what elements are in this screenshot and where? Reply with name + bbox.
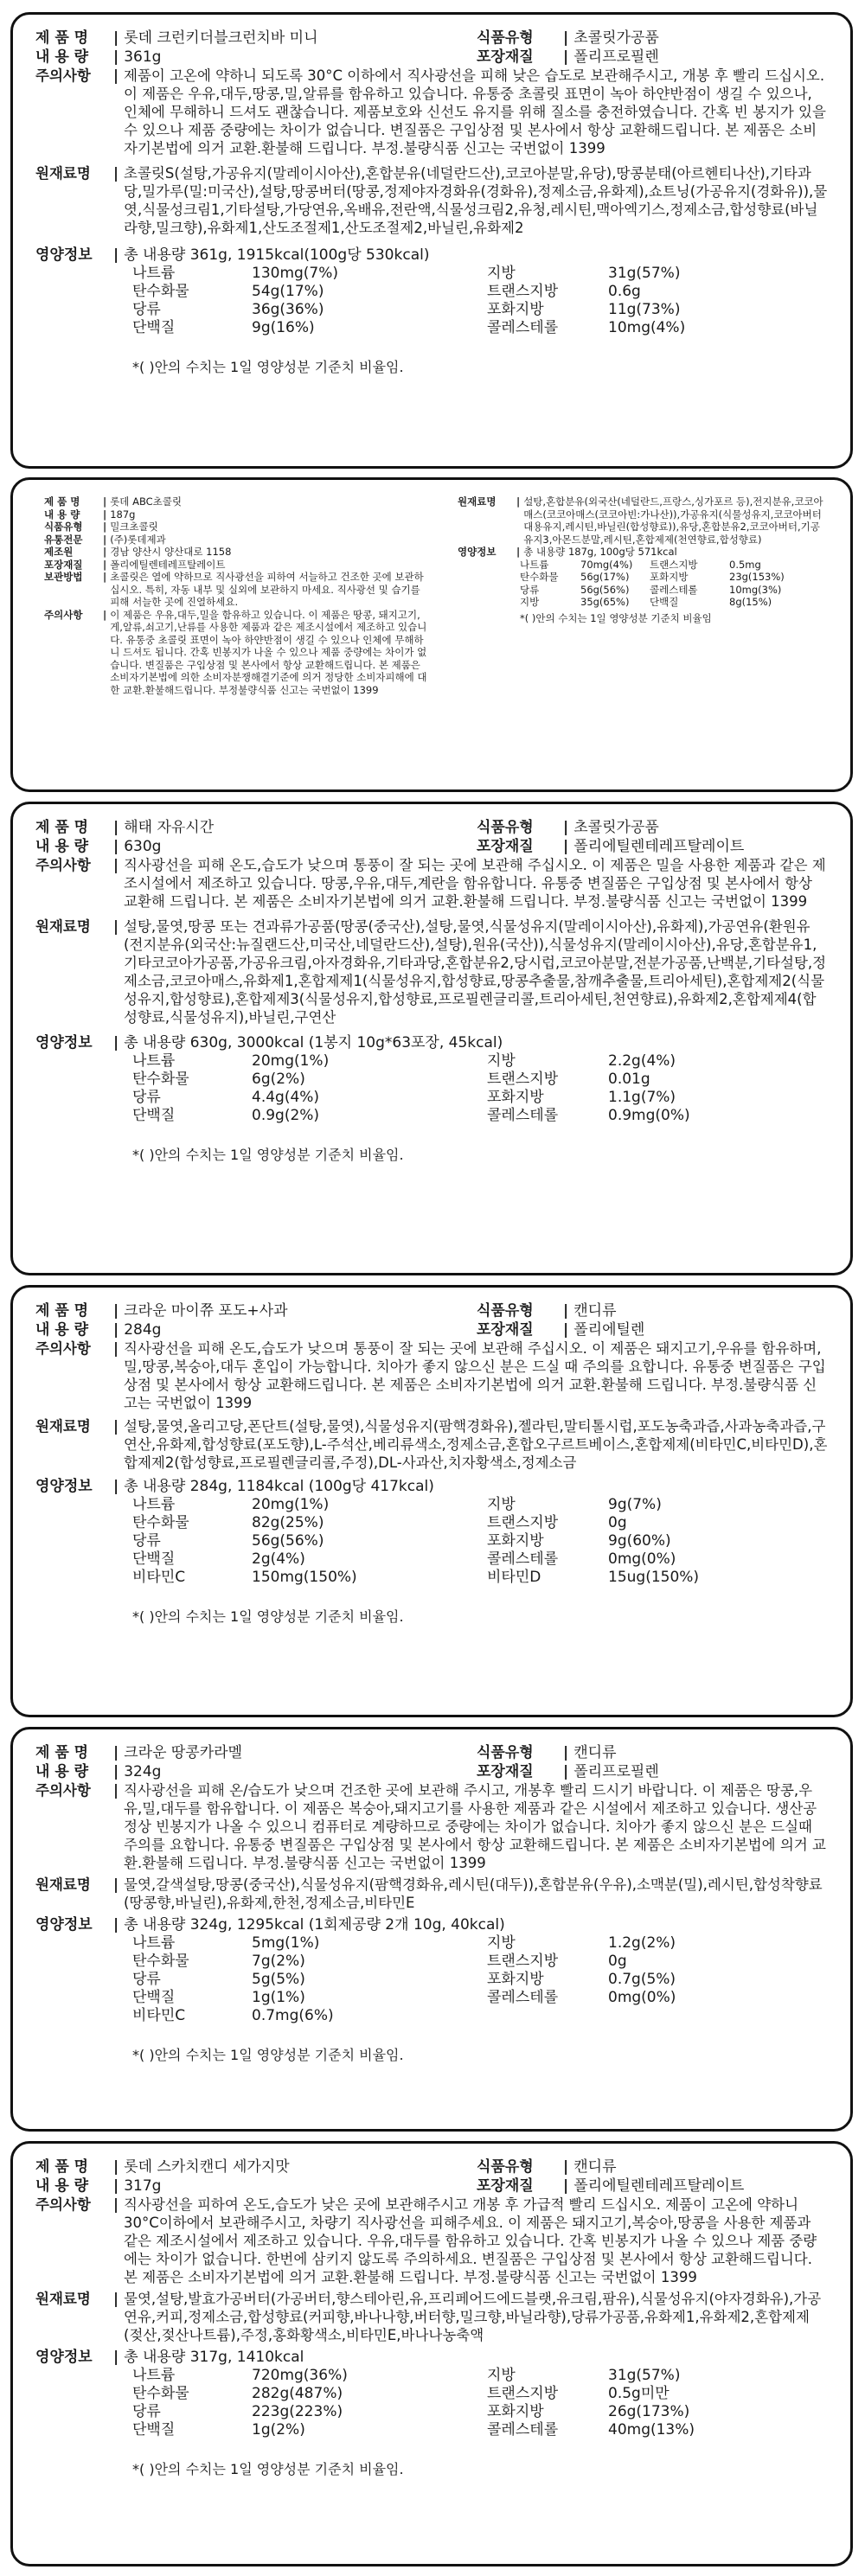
abc-info-row [44,521,432,534]
ingredients-text: 물엿,갈색설탕,땅콩(중국산),식물성유지(팜핵경화유,레시틴(대두)),혼합분유(우유),소맥분(밀),레시틴,합성착향료(땅콩향,바닐린),유화제,한천,정제소금,비타민E [124,1876,823,1911]
nutrient-name: 지방 [487,2367,516,2384]
volume: 630g [124,838,162,855]
nutrition-row [132,2403,828,2421]
separator: | [103,508,107,521]
nutrition-row [132,1971,828,1989]
volume: 284g [124,1321,162,1339]
nutrient-value: 0.7g(5%) [608,1971,676,1988]
product-name: 롯데 크런키더블크런치바 미니 [124,29,318,47]
nutrition-row [132,1569,828,1587]
separator: | [103,533,107,546]
nutrient-name: 단백질 [650,596,679,608]
nutrient-name [487,2007,608,2025]
nutrient-name: 비타민C [132,1569,186,1586]
nutrition-total: 총 내용량 361g, 1915kcal(100g당 530kcal) [124,246,430,264]
nutrient-value: 130mg(7%) [252,265,339,282]
abc-info-row [44,546,432,559]
nutrient-value: 0mg(0%) [608,1550,676,1568]
volume-label: 내 용 량 [35,1321,89,1339]
info-label: 유통전문 [44,533,83,546]
volume: 324g [124,1763,162,1780]
info-value: 폴리에틸렌테레프탈레이트 [110,558,226,571]
nutrition-label: 영양정보 [35,246,93,264]
product-name-label: 제 품 명 [35,1302,89,1320]
nutrition-label: 영양정보 [35,1034,93,1051]
nutrient-name: 탄수화물 [132,283,189,300]
nutrient-name: 콜레스테롤 [487,1107,559,1124]
nutrition-row [132,319,828,337]
ingredients-text: 물엿,설탕,발효가공버터(가공버터,향스테아린,유,프리페어드에드블랫,유크림,팜유),식물성유지(야자경화유),가공연유,커피,정제소금,합성향료(커피향,바나나향,버터향,밀크향,바닐라향),당류가공품,유화제1,유화제2,혼합제제(젖산,젖산나트륨),주정,홍화황색소,비타민E,바나나농축액 [124,2291,822,2343]
nutrient-value: 40mg(13%) [608,2421,695,2439]
nutrient-name: 당류 [132,1532,161,1550]
nutrient-name: 탄수화물 [132,1514,189,1531]
packaging: 폴리에틸렌 [573,1321,645,1339]
nutrition-row [520,571,828,584]
ingredients-label: 원재료명 [35,918,91,935]
nutrient-name: 콜레스테롤 [487,1989,559,2006]
nutrition-table [132,1052,828,1125]
caution-label: 주의사항 [35,2196,91,2213]
nutrient-name: 지방 [487,1934,516,1952]
nutrient-name: 단백질 [132,1107,176,1124]
abc-info-row [44,495,432,508]
nutrition-row [132,2421,828,2439]
abc-right-column: 원재료명 | 설탕,혼합분유(외국산(네덜란드,프랑스,싱가포르 등),전지분유,코코아매스(코코아매스(코코아빈:가나산)),가공유지(식물성유지,코코아버터대용유지,레시틴,바닐린(합성향료)),유당,혼합분유2,코코아버터,기공유지3,아몬드분말,레시틴,혼합제제(천연향료,합성향료) 영양정보 | 총 내용량 187g, 100g당 571kcal 나트륨 70mg(4%) 트랜스지방 0.5mg 탄수화물 56g(17%) 포화지방 23g(153%) 당류 56g(56%) 콜레스테롤 10mg(3%) 지방 35g(65%) 단백질 8g(15%) *( )안의 수치는 1일 영양성분 기준치 비율임 [432,495,828,696]
nutrient-name: 콜레스테롤 [650,583,698,596]
nutrition-table [520,559,828,609]
info-label: 주의사항 [44,608,83,621]
nutrition-table [132,1934,828,2025]
nutrient-name: 트랜스지방 [487,1514,559,1531]
nutrient-name: 당류 [132,1089,161,1106]
info-label: 식품유형 [44,521,83,533]
nutrition-row [132,1532,828,1550]
nutrient-value: 9g(60%) [608,1532,671,1550]
product-name: 해태 자유시간 [124,819,215,836]
nutrient-name: 당류 [520,583,540,596]
nutrient-value: 56g(17%) [580,571,630,583]
ingredients-label: 원재료명 [35,1876,91,1893]
separator: | [103,495,107,508]
nutrient-value: 0.6g [608,283,641,300]
daily-value-note: *( )안의 수치는 1일 영양성분 기준치 비율임. [132,1608,404,1625]
info-label: 포장재질 [44,558,83,571]
packaging: 폴리에틸렌테레프탈레이트 [573,838,745,855]
daily-value-note: *( )안의 수치는 1일 영양성분 기준치 비율임. [132,2047,404,2063]
nutrient-name: 지방 [487,265,516,282]
nutrient-name: 지방 [487,1052,516,1070]
food-type-label: 식품유형 [477,1744,534,1761]
volume-label: 내 용 량 [35,48,89,66]
info-label: 제조원 [44,546,74,558]
info-value: (주)롯데제과 [110,533,166,546]
ingredients-text: 설탕,혼합분유(외국산(네덜란드,프랑스,싱가포르 등),전지분유,코코아매스(코코아매스(코코아빈:가나산)),가공유지(식물성유지,코코아버터대용유지,레시틴,바닐린(합성향료)),유당,혼합분유2,코코아버터,기공유지3,아몬드분말,레시틴,혼합제제(천연향료,합성향료) [523,495,823,546]
nutrient-value: 10mg(3%) [729,583,782,596]
nutrient-value: 20mg(1%) [252,1496,330,1513]
nutrition-total: 총 내용량 317g, 1410kcal [124,2349,304,2366]
nutrient-value: 36g(36%) [252,301,324,318]
caution-text: 제품이 고온에 약하니 되도록 30°C 이하에서 직사광선을 피해 낮은 습도로 보관해주시고, 개봉 후 빨리 드십시오. 이 제품은 우유,대두,땅콩,밀,알류를 함유하고 있습니다. 유통중 초콜릿 표면이 녹아 하얀반점이 생길 수 있으나, 인체에 무해하니 드셔도 괜찮습니다. 제품보호와 신선도 유지를 위해 질소를 충전하였습니다. 간혹 빈 봉지가 있을 수 있으나 제품 중량에는 차이가 없습니다. 변질품은 구입상점 및 본사에서 항상 교환해드립니다. 본 제품은 소비자기본법에 의거 교환.환불해 드립니다. 부정.불량식품 신고는 국번없이 1399 [124,67,826,157]
packaging: 폴리에틸렌테레프탈레이트 [573,2177,745,2195]
abc-info-row [44,571,432,609]
nutrient-name: 나트륨 [132,1934,176,1952]
ingredients-label: 원재료명 [35,2291,91,2307]
nutrient-name: 탄수화물 [132,1953,189,1970]
nutrient-name: 나트륨 [520,558,549,571]
nutrient-name: 포화지방 [487,1971,544,1988]
nutrition-table [132,2367,828,2439]
caution-label: 주의사항 [35,857,91,873]
nutrient-value: 0g [608,1953,627,1970]
nutrition-row [132,2007,828,2025]
nutrient-name: 나트륨 [132,265,176,282]
ingredients-label: 원재료명 [458,495,497,508]
nutrient-value: 7g(2%) [252,1953,305,1970]
abc-info-row [44,609,432,697]
nutrition-row [132,283,828,301]
nutrition-label: 영양정보 [35,2349,93,2366]
label-panel-crunky: 제 품 명 | 롯데 크런키더블크런치바 미니 내 용 량 | 361g 식품유형 | 초콜릿가공품 포장재질 | 폴리프로필렌 주의사항 | 제품이 고온에 약하니 되도록 30°C 이하에서 직사광선을 피해 낮은 습도로 보관해주시고, 개봉 후 빨리 드십시오. 이 제품은 우유,대두,땅콩,밀,알류를 함유하고 있습니다. 유통중 초콜릿 표면이 녹아 하얀반점이 생길 수 있으나, 인체에 무해하니 드셔도 괜찮습니다. 제품보호와 신선도 유지를 위해 질소를 충전하였습니다. 간혹 빈 봉지가 있을 수 있으나 제품 중량에는 차이가 없습니다. 변질품은 구입상점 및 본사에서 항상 교환해드립니다. 본 제품은 소비자기본법에 의거 교환.환불해 드립니다. 부정.불량식품 신고는 국번없이 1399 원재료명 | 초콜릿S(설탕,가공유지(말레이시아산),혼합분유(네덜란드산),코코아분말,유당),땅콩분태(아르헨티나산),기타과당,밀가루(밀:미국산),설탕,땅콩버터(땅콩,정제야자경화유(경화유),정제소금,유화제),쇼트닝(가공유지(경화유)),물엿,식물성크림1,기타설탕,가당연유,옥배유,전란액,식물성크림2,유청,레시틴,맥아엑기스,정제소금,합성향료(바닐라향,밀크향),유화제1,산도조절제1,산도조절제2,바닐린,유화제2 영양정보 | 총 내용량 361g, 1915kcal(100g당 530kcal) 나트륨 130mg(7%) 지방 31g(57%) 탄수화물 54g(17%) 트랜스지방 0.6g 당류 36g(36%) 포화지방 11g(73%) 단백질 9g(16%) 콜레스테롤 10mg(4%) *( )안의 수치는 1일 영양성분 기준치 비율임. [10,12,853,469]
nutrient-value: 720mg(36%) [252,2367,348,2384]
nutrient-name: 트랜스지방 [650,558,698,571]
label-panel-abc [10,477,853,792]
nutrient-value: 82g(25%) [252,1514,324,1531]
nutrient-name: 나트륨 [132,1052,176,1070]
nutrition-row [132,301,828,319]
nutrient-value: 0.01g [608,1071,650,1088]
nutrition-row [520,584,828,597]
product-name: 크라운 마이쮸 포도+사과 [124,1302,288,1320]
info-value: 187g [110,508,136,521]
food-type-label: 식품유형 [477,29,534,47]
nutrient-name: 트랜스지방 [487,2385,559,2402]
nutrient-value: 2g(4%) [252,1550,305,1568]
nutrient-name: 단백질 [132,2421,176,2439]
nutrition-total: 총 내용량 324g, 1295kcal (1회제공량 2개 10g, 40kcal) [124,1916,505,1934]
packaging-label: 포장재질 [477,2177,534,2195]
nutrient-name: 비타민D [487,1569,541,1586]
product-name: 크라운 땅콩카라멜 [124,1744,242,1761]
food-type: 캔디류 [573,2158,617,2176]
volume-label: 내 용 량 [35,2177,89,2195]
abc-info-row [44,508,432,521]
daily-value-note: *( )안의 수치는 1일 영양성분 기준치 비율임. [132,2461,404,2477]
nutrient-value: 4.4g(4%) [252,1089,320,1106]
nutrient-value: 23g(153%) [729,571,785,583]
nutrition-label: 영양정보 [458,546,497,558]
nutrition-row [520,559,828,572]
nutrient-value: 70mg(4%) [580,558,633,571]
nutrition-row [132,1107,828,1125]
caution-text: 직사광선을 피해 온/습도가 낮으며 건조한 곳에 보관해 주시고, 개봉후 빨리 드시기 바랍니다. 이 제품은 땅콩,우유,밀,대두를 함유합니다. 이 제품은 복숭아,돼지고기를 사용한 제품과 같은 시설에서 제조하고 있습니다. 생산공정상 빈봉지가 나올 수 있으니 컴퓨터로 계량하므로 중량에는 차이가 없습니다. 치아가 좋지 않으신 분은 드실때 주의를 요합니다. 유통중 변질품은 구입상점 및 본사에서 항상 교환해드립니다. 본 제품은 소비자기본법에 의거 교환.환불해 드립니다. 부정.불량식품 신고는 국번없이 1399 [124,1782,826,1871]
label-panel-scotch-candy: 제 품 명 | 롯데 스카치캔디 세가지맛 내 용 량 | 317g 식품유형 | 캔디류 포장재질 | 폴리에틸렌테레프탈레이트 주의사항 | 직사광선을 피하여 온도,습도가 낮은 곳에 보관해주시고 개봉 후 가급적 빨리 드십시오. 제품이 고온에 약하니 30°C이하에서 보관해주시고, 차량기 직사광선을 피해주세요. 이 제품은 돼지고기,복숭아,땅콩을 사용한 제품과 같은 제조시설에서 제조하고 있습니다. 우유,대두를 함유하고 있습니다. 간혹 빈봉지가 나올 수 있으나 제품 중량에는 차이가 없습니다. 한번에 삼키지 않도록 주의하세요. 변질품은 구입상점 및 본사에서 항상 교환해드립니다. 본 제품은 소비자기본법에 의거 교환.환불해 드립니다. 부정.불량식품 신고는 국번없이 1399 원재료명 | 물엿,설탕,발효가공버터(가공버터,향스테아린,유,프리페어드에드블랫,유크림,팜유),식물성유지(야자경화유),가공연유,커피,정제소금,합성향료(커피향,바나나향,버터향,밀크향,바닐라향),당류가공품,유화제1,유화제2,혼합제제(젖산,젖산나트륨),주정,홍화황색소,비타민E,바나나농축액 영양정보 | 총 내용량 317g, 1410kcal 나트륨 720mg(36%) 지방 31g(57%) 탄수화물 282g(487%) 트랜스지방 0.5g미만 당류 223g(223%) 포화지방 26g(173%) 단백질 1g(2%) 콜레스테롤 40mg(13%) *( )안의 수치는 1일 영양성분 기준치 비율임. [10,2141,853,2566]
nutrition-row [132,1550,828,1569]
ingredients-text: 설탕,물엿,올리고당,폰단트(설탕,물엿),식물성유지(팜핵경화유),젤라틴,말티톨시럽,포도농축과즙,사과농축과즙,구연산,유화제,합성향료(포도향),L-주석산,베리류색소,정제소금,혼합오구르트베이스,혼합제제(비타민C,비타민D),혼합제제2(합성향료,프로필렌글리콜,주정),DL-사과산,치자황색소,정제소금 [124,1418,828,1471]
nutrient-value: 31g(57%) [608,2367,681,2384]
nutrient-value: 1.2g(2%) [608,1934,676,1952]
ingredients-label: 원재료명 [35,165,91,182]
product-name-label: 제 품 명 [35,2158,89,2176]
food-type-label: 식품유형 [477,2158,534,2176]
packaging-label: 포장재질 [477,838,534,855]
packaging-label: 포장재질 [477,1763,534,1780]
nutrient-value: 0.5g미만 [608,2385,670,2402]
volume: 361g [124,48,162,66]
label-panel-jayusigan: 제 품 명 | 해태 자유시간 내 용 량 | 630g 식품유형 | 초콜릿가공품 포장재질 | 폴리에틸렌테레프탈레이트 주의사항 | 직사광선을 피해 온도,습도가 낮으며 통풍이 잘 되는 곳에 보관해 주십시오. 이 제품은 밀을 사용한 제품과 같은 제조시설에서 제조하고 있습니다. 땅콩,우유,대두,계란을 함유합니다. 유통중 변질품은 구입상점 및 본사에서 항상 교환해 드립니다. 본 제품은 소비자기본법에 의거 교환.환불해 드립니다. 부정.불량식품 신고는 국번없이 1399 원재료명 | 설탕,물엿,땅콩 또는 견과류가공품(땅콩(중국산),설탕,물엿,식물성유지(말레이시아산),유화제),가공연유(환원유(전지분유(외국산:뉴질랜드산,미국산,네덜란드산),설탕),원유(국산)),식물성유지(말레이시아산),유당,혼합분유1,기타코코아가공품,가공유크림,아자경화유,기타과당,혼합분유2,당시럽,코코아분말,전분가공품,난백분,기타설탕,정제소금,코코아매스,유화제1,혼합제제1(식물성유지,합성향료,땅콩추출물,참깨추출물,트리아세틴),혼합제제2(식물성유지,합성향료),혼합제제3(식물성유지,합성향료,프로필렌글리콜,트리아세틴,천연향료),유화제2,혼합제제4(합성향료,식물성유지),바닐린,구연산 영양정보 | 총 내용량 630g, 3000kcal (1봉지 10g*63포장, 45kcal) 나트륨 20mg(1%) 지방 2.2g(4%) 탄수화물 6g(2%) 트랜스지방 0.01g 당류 4.4g(4%) 포화지방 1.1g(7%) 단백질 0.9g(2%) 콜레스테롤 0.9mg(0%) *( )안의 수치는 1일 영양성분 기준치 비율임. [10,802,853,1275]
separator: | [103,558,107,571]
product-name-label: 제 품 명 [35,1744,89,1761]
packaging: 폴리프로필렌 [573,48,659,66]
nutrient-name: 나트륨 [132,1496,176,1513]
caution-label: 주의사항 [35,1340,91,1357]
daily-value-note: *( )안의 수치는 1일 영양성분 기준치 비율임. [132,1147,404,1163]
nutrient-value: 150mg(150%) [252,1569,357,1586]
product-name-label: 제 품 명 [35,819,89,836]
nutrient-value: 0.9mg(0%) [608,1107,690,1124]
nutrient-value: 282g(487%) [252,2385,343,2402]
daily-value-note: *( )안의 수치는 1일 영양성분 기준치 비율임 [520,611,712,624]
nutrition-total: 총 내용량 187g, 100g당 571kcal [523,546,677,558]
nutrient-value: 1g(1%) [252,1989,305,2006]
nutrient-name: 당류 [132,1971,161,1988]
nutrient-value: 0.7mg(6%) [252,2007,334,2024]
nutrient-value: 56g(56%) [580,583,630,596]
abc-left-column [44,495,432,696]
separator: | [103,571,107,583]
nutrition-row [132,1934,828,1953]
nutrition-row [132,1989,828,2007]
nutrition-row [132,1514,828,1532]
nutrient-value: 10mg(4%) [608,319,686,336]
abc-info-row [44,559,432,572]
volume-label: 내 용 량 [35,838,89,855]
packaging: 폴리프로필렌 [573,1763,659,1780]
nutrient-name: 단백질 [132,1989,176,2006]
volume: 317g [124,2177,162,2195]
nutrient-name: 포화지방 [487,301,544,318]
nutrient-name: 지방 [520,596,540,608]
nutrient-name: 포화지방 [650,571,689,583]
product-name: 롯데 스카치캔디 세가지맛 [124,2158,290,2176]
volume-label: 내 용 량 [35,1763,89,1780]
nutrient-value: 54g(17%) [252,283,324,300]
caution-label: 주의사항 [35,1782,91,1799]
nutrient-name: 콜레스테롤 [487,2421,559,2439]
info-value: 롯데 ABC초콜릿 [110,495,182,508]
nutrient-name: 당류 [132,2403,161,2420]
food-type: 초콜릿가공품 [573,29,659,47]
label-panel-mychew: 제 품 명 | 크라운 마이쮸 포도+사과 내 용 량 | 284g 식품유형 | 캔디류 포장재질 | 폴리에틸렌 주의사항 | 직사광선을 피해 온도,습도가 낮으며 통풍이 잘 되는 곳에 보관해 주십시오. 이 제품은 돼지고기,우유를 함유하며, 밀,땅콩,복숭아,대두 혼입이 가능합니다. 치아가 좋지 않으신 분은 드실 때 주의를 요합니다. 유통중 변질품은 구입상점 및 본사에서 항상 교환해드립니다. 본 제품은 소비자기본법에 의거 교환.환불해 드립니다. 부정.불량식품 신고는 국번없이 1399 원재료명 | 설탕,물엿,올리고당,폰단트(설탕,물엿),식물성유지(팜핵경화유),젤라틴,말티톨시럽,포도농축과즙,사과농축과즙,구연산,유화제,합성향료(포도향),L-주석산,베리류색소,정제소금,혼합오구르트베이스,혼합제제(비타민C,비타민D),혼합제제2(합성향료,프로필렌글리콜,주정),DL-사과산,치자황색소,정제소금 영양정보 | 총 내용량 284g, 1184kcal (100g당 417kcal) 나트륨 20mg(1%) 지방 9g(7%) 탄수화물 82g(25%) 트랜스지방 0g 당류 56g(56%) 포화지방 9g(60%) 단백질 2g(4%) 콜레스테롤 0mg(0%) 비타민C 150mg(150%) 비타민D 15ug(150%) *( )안의 수치는 1일 영양성분 기준치 비율임. [10,1285,853,1717]
nutrition-row [132,2385,828,2403]
nutrition-label: 영양정보 [35,1478,93,1495]
daily-value-note: *( )안의 수치는 1일 영양성분 기준치 비율임. [132,359,404,375]
nutrient-value: 1.1g(7%) [608,1089,676,1106]
nutrient-value: 9g(7%) [608,1496,662,1513]
caution-text: 직사광선을 피해 온도,습도가 낮으며 통풍이 잘 되는 곳에 보관해 주십시오. 이 제품은 밀을 사용한 제품과 같은 제조시설에서 제조하고 있습니다. 땅콩,우유,대두,계란을 함유합니다. 유통중 변질품은 구입상점 및 본사에서 항상 교환해 드립니다. 본 제품은 소비자기본법에 의거 교환.환불해 드립니다. 부정.불량식품 신고는 국번없이 1399 [124,857,826,910]
nutrition-row [132,1071,828,1089]
nutrient-value: 9g(16%) [252,319,315,336]
food-type: 초콜릿가공품 [573,819,659,836]
nutrient-value: 5mg(1%) [252,1934,320,1952]
nutrition-label: 영양정보 [35,1916,93,1934]
nutrition-row [132,1052,828,1071]
nutrient-name: 탄수화물 [132,2385,189,2402]
nutrient-value: 0.9g(2%) [252,1107,320,1124]
info-value: 경남 양산시 양산대로 1158 [110,546,232,558]
ingredients-text: 초콜릿S(설탕,가공유지(말레이시아산),혼합분유(네덜란드산),코코아분말,유당),땅콩분태(아르헨티나산),기타과당,밀가루(밀:미국산),설탕,땅콩버터(땅콩,정제야자경화유(경화유),정제소금,유화제),쇼트닝(가공유지(경화유)),물엿,식물성크림1,기타설탕,가당연유,옥배유,전란액,식물성크림2,유청,레시틴,맥아엑기스,정제소금,합성향료(바닐라향,밀크향),유화제1,산도조절제1,산도조절제2,바닐린,유화제2 [124,165,828,236]
nutrient-value: 5g(5%) [252,1971,305,1988]
nutrient-value: 1g(2%) [252,2421,305,2439]
nutrient-value: 56g(56%) [252,1532,324,1550]
nutrient-name: 당류 [132,301,161,318]
nutrient-name: 콜레스테롤 [487,319,559,336]
nutrient-value: 15ug(150%) [608,1569,700,1586]
nutrition-row [132,1953,828,1971]
caution-text: 직사광선을 피해 온도,습도가 낮으며 통풍이 잘 되는 곳에 보관해 주십시오. 이 제품은 돼지고기,우유를 함유하며, 밀,땅콩,복숭아,대두 혼입이 가능합니다. 치아가 좋지 않으신 분은 드실 때 주의를 요합니다. 유통중 변질품은 구입상점 및 본사에서 항상 교환해드립니다. 본 제품은 소비자기본법에 의거 교환.환불해 드립니다. 부정.불량식품 신고는 국번없이 1399 [124,1340,826,1411]
nutrient-value: 31g(57%) [608,265,681,282]
packaging-label: 포장재질 [477,1321,534,1339]
info-value: 이 제품은 우유,대두,밀을 함유하고 있습니다. 이 제품은 땅콩, 돼지고기,게,알류,쇠고기,난류를 사용한 제품과 같은 제조시설에서 제조하고 있습니다. 유통중 초콜릿 표면이 녹아 하얀반점이 생길 수 있으나 인체에 무해하니 드셔도 됩니다. 간혹 빈봉지가 나올 수 있으나 제품 중량에는 차이가 없습니다. 변질품은 구입상점 및 본사에서 항상 교환해드립니다. 본 제품은 소비자기본법에 의한 소비자분쟁해결기준에 의거 정당한 소비자피해에 대한 교환.환불해드립니다. 부정불량식품 신고는 국번없이 1399 [110,608,427,696]
nutrient-name: 트랜스지방 [487,283,559,300]
info-value: 초콜릿은 열에 약하므로 직사광선을 피하여 서늘하고 건조한 곳에 보관하십시오. 특히, 자동 내부 및 실외에 보관하지 마세요. 직사광선 및 습기를 피해 서늘한 곳에 진열하세요. [110,571,424,608]
info-label: 보관방법 [44,571,83,583]
nutrient-value: 35g(65%) [580,596,630,608]
ingredients-text: 설탕,물엿,땅콩 또는 견과류가공품(땅콩(중국산),설탕,물엿,식물성유지(말레이시아산),유화제),가공연유(환원유(전지분유(외국산:뉴질랜드산,미국산,네덜란드산),설탕),원유(국산)),식물성유지(말레이시아산),유당,혼합분유1,기타코코아가공품,가공유크림,아자경화유,기타과당,혼합분유2,당시럽,코코아분말,전분가공품,난백분,기타설탕,정제소금,코코아매스,유화제1,혼합제제1(식물성유지,합성향료,땅콩추출물,참깨추출물,트리아세틴),혼합제제2(식물성유지,합성향료),혼합제제3(식물성유지,합성향료,프로필렌글리콜,트리아세틴,천연향료),유화제2,혼합제제4(합성향료,식물성유지),바닐린,구연산 [124,918,827,1026]
nutrient-value: 6g(2%) [252,1071,305,1088]
info-label: 제 품 명 [44,495,80,508]
nutrition-row [132,265,828,283]
food-type-label: 식품유형 [477,819,534,836]
info-value: 밀크초콜릿 [110,521,158,533]
nutrient-value: 0g [608,1514,627,1531]
nutrient-name: 탄수화물 [132,1071,189,1088]
nutrition-row [132,1496,828,1514]
nutrient-value: 0.5mg [729,558,761,571]
packaging-label: 포장재질 [477,48,534,66]
nutrition-table [132,265,828,337]
separator: | [103,546,107,558]
nutrient-value: 11g(73%) [608,301,681,318]
nutrition-table [132,1496,828,1587]
nutrient-value: 2.2g(4%) [608,1052,676,1070]
nutrient-name: 콜레스테롤 [487,1550,559,1568]
food-type: 캔디류 [573,1302,617,1320]
abc-info-row [44,534,432,547]
nutrient-name: 나트륨 [132,2367,176,2384]
nutrient-name: 포화지방 [487,1089,544,1106]
nutrient-name: 지방 [487,1496,516,1513]
nutrient-name: 비타민C [132,2007,186,2024]
nutrient-name: 트랜스지방 [487,1071,559,1088]
food-type-label: 식품유형 [477,1302,534,1320]
nutrition-row [132,1089,828,1107]
nutrient-value: 8g(15%) [729,596,772,608]
nutrient-name: 단백질 [132,319,176,336]
caution-label: 주의사항 [35,67,91,84]
label-panel-peanut-caramel: 제 품 명 | 크라운 땅콩카라멜 내 용 량 | 324g 식품유형 | 캔디류 포장재질 | 폴리프로필렌 주의사항 | 직사광선을 피해 온/습도가 낮으며 건조한 곳에 보관해 주시고, 개봉후 빨리 드시기 바랍니다. 이 제품은 땅콩,우유,밀,대두를 함유합니다. 이 제품은 복숭아,돼지고기를 사용한 제품과 같은 시설에서 제조하고 있습니다. 생산공정상 빈봉지가 나올 수 있으니 컴퓨터로 계량하므로 중량에는 차이가 없습니다. 치아가 좋지 않으신 분은 드실때 주의를 요합니다. 유통중 변질품은 구입상점 및 본사에서 항상 교환해드립니다. 본 제품은 소비자기본법에 의거 교환.환불해 드립니다. 부정.불량식품 신고는 국번없이 1399 원재료명 | 물엿,갈색설탕,땅콩(중국산),식물성유지(팜핵경화유,레시틴(대두)),혼합분유(우유),소맥분(밀),레시틴,합성착향료(땅콩향,바닐린),유화제,한천,정제소금,비타민E 영양정보 | 총 내용량 324g, 1295kcal (1회제공량 2개 10g, 40kcal) 나트륨 5mg(1%) 지방 1.2g(2%) 탄수화물 7g(2%) 트랜스지방 0g 당류 5g(5%) 포화지방 0.7g(5%) 단백질 1g(1%) 콜레스테롤 0mg(0%) 비타민C 0.7mg(6%) *( )안의 수치는 1일 영양성분 기준치 비율임. [10,1727,853,2132]
info-label: 내 용 량 [44,508,80,521]
nutrient-name: 트랜스지방 [487,1953,559,1970]
nutrient-name: 탄수화물 [520,571,559,583]
nutrient-value: 0mg(0%) [608,1989,676,2006]
nutrient-value: 20mg(1%) [252,1052,330,1070]
nutrition-row [520,596,828,609]
caution-text: 직사광선을 피하여 온도,습도가 낮은 곳에 보관해주시고 개봉 후 가급적 빨리 드십시오. 제품이 고온에 약하니 30°C이하에서 보관해주시고, 차량기 직사광선을 피해주세요. 이 제품은 돼지고기,복숭아,땅콩을 사용한 제품과 같은 제조시설에서 제조하고 있습니다. 우유,대두를 함유하고 있습니다. 간혹 빈봉지가 나올 수 있으나 제품 중량에는 차이가 없습니다. 한번에 삼키지 않도록 주의하세요. 변질품은 구입상점 및 본사에서 항상 교환해드립니다. 본 제품은 소비자기본법에 의거 교환.환불해 드립니다. 부정.불량식품 신고는 국번없이 1399 [124,2196,817,2285]
product-name-label: 제 품 명 [35,29,89,47]
food-type: 캔디류 [573,1744,617,1761]
nutrient-name: 포화지방 [487,1532,544,1550]
nutrition-total: 총 내용량 284g, 1184kcal (100g당 417kcal) [124,1478,434,1495]
nutrient-name: 단백질 [132,1550,176,1568]
ingredients-label: 원재료명 [35,1418,91,1435]
separator: | [103,521,107,533]
nutrient-value: 223g(223%) [252,2403,343,2420]
nutrition-total: 총 내용량 630g, 3000kcal (1봉지 10g*63포장, 45kcal) [124,1034,503,1051]
nutrient-name: 포화지방 [487,2403,544,2420]
separator: | [103,608,107,621]
nutrition-row [132,2367,828,2385]
nutrient-value: 26g(173%) [608,2403,690,2420]
